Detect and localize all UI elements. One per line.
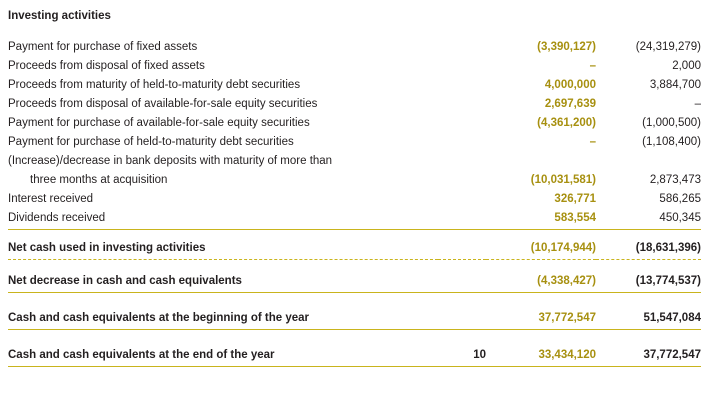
row-previous: (1,108,400) bbox=[642, 135, 701, 148]
row-note bbox=[438, 72, 486, 91]
total-row-opening-balance bbox=[8, 305, 701, 324]
row-label: (Increase)/decrease in bank deposits with maturity of more than bbox=[8, 154, 333, 167]
row-current: 4,000,000 bbox=[544, 78, 596, 91]
row-label: Proceeds from maturity of held-to-maturity debt securities bbox=[8, 78, 301, 91]
total-current: 37,772,547 bbox=[538, 311, 596, 324]
row-previous bbox=[596, 148, 701, 167]
row-current bbox=[486, 148, 596, 167]
section-title-note bbox=[438, 0, 486, 22]
total-previous: 51,547,084 bbox=[643, 311, 701, 324]
financial-table bbox=[8, 0, 701, 367]
row-note bbox=[438, 129, 486, 148]
row-label: Proceeds from disposal of available-for-sale equity securities bbox=[8, 97, 318, 110]
row-label: Proceeds from disposal of fixed assets bbox=[8, 59, 205, 72]
row-previous: – bbox=[694, 97, 701, 110]
row-note bbox=[438, 53, 486, 72]
row-current: 2,697,639 bbox=[544, 97, 596, 110]
row-note bbox=[438, 186, 486, 205]
row-label: Dividends received bbox=[8, 211, 106, 224]
row-current: – bbox=[589, 59, 596, 72]
row-label: Payment for purchase of available-for-sale equity securities bbox=[8, 116, 310, 129]
total-note: 10 bbox=[473, 348, 486, 361]
total-current: (4,338,427) bbox=[537, 274, 596, 287]
table-row bbox=[8, 72, 701, 91]
row-note bbox=[438, 34, 486, 53]
spacer-before-net-decrease bbox=[8, 260, 701, 269]
total-current: 33,434,120 bbox=[538, 348, 596, 361]
row-note bbox=[438, 110, 486, 129]
row-previous: (24,319,279) bbox=[635, 40, 701, 53]
row-previous: 450,345 bbox=[659, 211, 701, 224]
total-row-investing bbox=[8, 230, 701, 255]
section-title: Investing activities bbox=[8, 9, 111, 22]
row-note bbox=[438, 205, 486, 224]
table-row bbox=[8, 110, 701, 129]
row-label: three months at acquisition bbox=[30, 173, 168, 186]
table-row bbox=[8, 205, 701, 224]
rule-after-closing-balance bbox=[8, 361, 701, 367]
row-previous: 2,873,473 bbox=[649, 173, 701, 186]
table-row bbox=[8, 167, 701, 186]
total-note bbox=[438, 305, 486, 324]
spacer-before-opening-balance bbox=[8, 293, 701, 306]
table-row bbox=[8, 129, 701, 148]
row-note bbox=[438, 167, 486, 186]
spacer-after-title bbox=[8, 22, 701, 34]
row-label: Payment for purchase of fixed assets bbox=[8, 40, 198, 53]
row-note bbox=[438, 91, 486, 110]
row-previous: 586,265 bbox=[659, 192, 701, 205]
row-previous: (1,000,500) bbox=[642, 116, 701, 129]
row-current: 326,771 bbox=[554, 192, 596, 205]
row-note bbox=[438, 148, 486, 167]
table-row bbox=[8, 148, 701, 167]
total-label: Cash and cash equivalents at the beginning of the year bbox=[8, 311, 309, 324]
table-row bbox=[8, 91, 701, 110]
table-row bbox=[8, 53, 701, 72]
total-note bbox=[438, 268, 486, 287]
row-label: Interest received bbox=[8, 192, 94, 205]
total-previous: (18,631,396) bbox=[596, 230, 701, 255]
row-current: (10,031,581) bbox=[530, 173, 596, 186]
row-label: Payment for purchase of held-to-maturity debt securities bbox=[8, 135, 294, 148]
section-title-current bbox=[486, 0, 596, 22]
total-label: Net cash used in investing activities bbox=[8, 230, 438, 255]
total-label: Cash and cash equivalents at the end of the year bbox=[8, 348, 275, 361]
total-row-closing-balance bbox=[8, 342, 701, 361]
total-row-net-decrease bbox=[8, 268, 701, 287]
section-title-previous bbox=[596, 0, 701, 22]
row-current: (4,361,200) bbox=[537, 116, 596, 129]
row-current: – bbox=[589, 135, 596, 148]
table-row bbox=[8, 186, 701, 205]
spacer-before-closing-balance bbox=[8, 330, 701, 343]
total-current: (10,174,944) bbox=[486, 230, 596, 255]
row-current: (3,390,127) bbox=[537, 40, 596, 53]
row-previous: 2,000 bbox=[672, 59, 701, 72]
section-title-row bbox=[8, 0, 701, 22]
total-previous: (13,774,537) bbox=[635, 274, 701, 287]
total-previous: 37,772,547 bbox=[643, 348, 701, 361]
row-current: 583,554 bbox=[554, 211, 596, 224]
total-label: Net decrease in cash and cash equivalents bbox=[8, 274, 242, 287]
table-row bbox=[8, 34, 701, 53]
total-note bbox=[438, 230, 486, 255]
row-previous: 3,884,700 bbox=[649, 78, 701, 91]
